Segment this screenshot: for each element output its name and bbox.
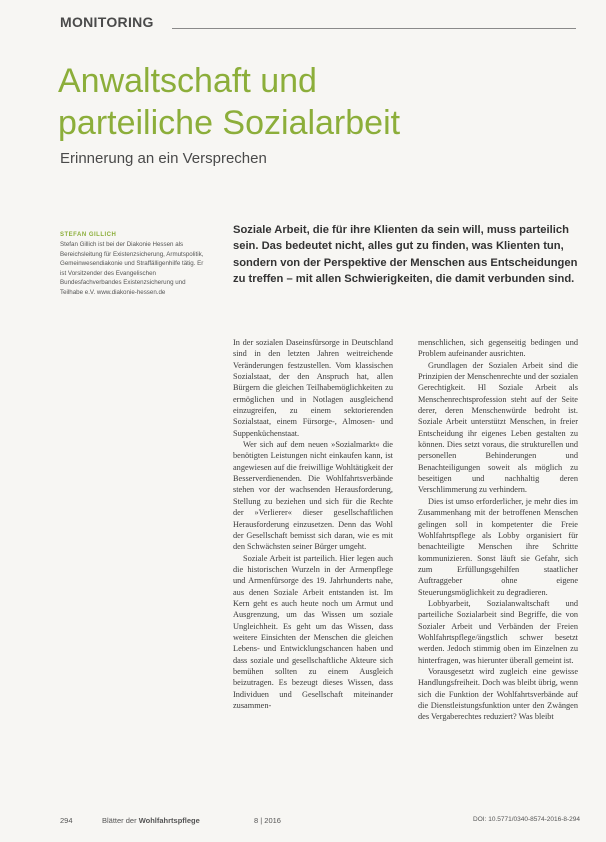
journal-title-bold: Wohlfahrtspflege — [138, 816, 200, 825]
article-subtitle: Erinnerung an ein Versprechen — [60, 150, 267, 167]
body-column-left — [233, 337, 393, 711]
page-footer — [60, 816, 580, 830]
journal-name — [102, 816, 200, 825]
body-column-right — [418, 337, 578, 723]
body-paragraph: Vorausgesetzt wird zugleich eine gewisse Handlungsfreiheit. Doch was bleibt übrig, wenn sich die Funktion der Wohlfahrtsverbände auf die Dienstleistungsfunktion unter den Zwängen des Vergaberechtes reduziert? Was bleibt — [418, 666, 578, 722]
journal-prefix: Blätter der — [102, 816, 139, 825]
body-paragraph: Soziale Arbeit ist parteilich. Hier legen auch die historischen Wurzeln in der Armenpflege und Armenfürsorge des 19. Jahrhunderts nahe, aus denen Soziale Arbeit entstanden ist. Im Kern geht es auch heute noch um Armut und Ausgrenzung, um das Wissen um soziale Ungleichheit. Es geht um das Wissen, dass weitere Einsichten der Menschen die gleichen Lebens- und Entwicklungschancen haben und dass soziale und gesellschaftliche Akteure sich bemühen sollten zu einem Ausgleich beizutragen. Es bezeugt dieses Wissen, dass Individuen und Gesellschaft miteinander zusammen- — [233, 553, 393, 710]
body-paragraph: Wer sich auf dem neuen »Sozialmarkt« die benötigten Leistungen nicht einkaufen kann, ist angewiesen auf die freiwillige Wohltätigkeit der Besserverdienenden. Die Wohlfahrtsverbände stehen vor der wachsenden Herausforderung, Stellung zu beziehen und sich für die Rechte der »Verlierer« dieser gesellschaftlichen Herausforderung einzusetzen. Denn das Wohl der Gesellschaft bemisst sich daran, wie es mit den Schwächsten seiner Bürger umgeht. — [233, 440, 393, 552]
title-line-2: parteiliche Sozialarbeit — [58, 104, 401, 142]
author-block — [60, 232, 210, 298]
title-line-1: Anwaltschaft und — [58, 62, 317, 100]
author-name: STEFAN GILLICH — [60, 232, 117, 238]
doi-reference: DOI: 10.5771/0340-8574-2016-8-294 — [473, 816, 580, 823]
body-paragraph: In der sozialen Daseinsfürsorge in Deutschland sind in den letzten Jahren weitreichende Veränderungen festzustellen. Vom klassischen Sozialstaat, der den Anspruch hat, allen Bürgern die gleichen Teilhabemöglichkeiten zu ermöglichen und in Notlagen ausgleichend einzugreifen, zu einem sektorierenden Sozialstaat, einem Fürsorge-, Almosen- und Suppenküchenstaat. — [233, 338, 393, 438]
body-paragraph: Dies ist umso erforderlicher, je mehr dies im Zusammenhang mit der betroffenen Menschen gelingen soll in kompetenter die Freie Wohlfahrtspflege als Lobby organisiert für benachteiligte Menschen ihre Schritte kommunizieren. Sonst läuft sie Gefahr, sich zum Erfüllungsgehilfen staatlicher Auftraggeber ohne eigene Steuerungsmöglichkeit zu degradieren. — [418, 496, 578, 597]
lead-paragraph: Soziale Arbeit, die für ihre Klienten da sein will, muss parteilich sein. Das bedeutet nicht, alles gut zu finden, was Klienten tun, sondern von der Perspektive der Menschen aus Entscheidungen zu treffen – mit allen Schwierigkeiten, die damit verbunden sind. — [233, 224, 578, 286]
page-number: 294 — [60, 816, 73, 825]
body-paragraph: Grundlagen der Sozialen Arbeit sind die Prinzipien der Menschenrechte und der sozialen Gerechtigkeit. Hl Soziale Arbeit als Menschenrechtsprofession steht auf der Seite derer, deren Menschenwürde bedroht ist. Soziale Arbeit unterstützt Menschen, in freier Entscheidung ihr eigenes Leben gestalten zu können. Dies setzt voraus, die strukturellen und personellen Behinderungen und Benachteiligungen soweit als möglich zu beseitigen und nachhaltig deren Verschlimmerung zu verhindern. — [418, 360, 578, 495]
section-divider — [172, 28, 576, 29]
author-bio: Stefan Gillich ist bei der Diakonie Hessen als Bereichsleitung für Existenzsicherung, Armutspolitik, Gemeinwesendiakonie und Straffälligenhilfe tätig. Er ist Vorsitzender des Evangelischen Bundesfachverbandes Existenzsicherung und Teilhabe e.V. www.diakonie-hessen.de — [60, 241, 204, 296]
article-title — [58, 60, 578, 144]
issue-number: 8 | 2016 — [254, 816, 281, 825]
body-paragraph: menschlichen, sich gegenseitig bedingen und Problem aufeinander ausrichten. — [418, 338, 578, 359]
section-label: MONITORING — [60, 14, 154, 30]
body-paragraph: Lobbyarbeit, Sozialanwaltschaft und parteiliche Sozialarbeit sind Begriffe, die von Sozialer Arbeit und Verbänden der Freien Wohlfahrtspflege/ängstlich schwer besetzt werden. Jedoch stimmig oben im Einzelnen zu hinterfragen, was hierunter überall gemeint ist. — [418, 598, 578, 665]
